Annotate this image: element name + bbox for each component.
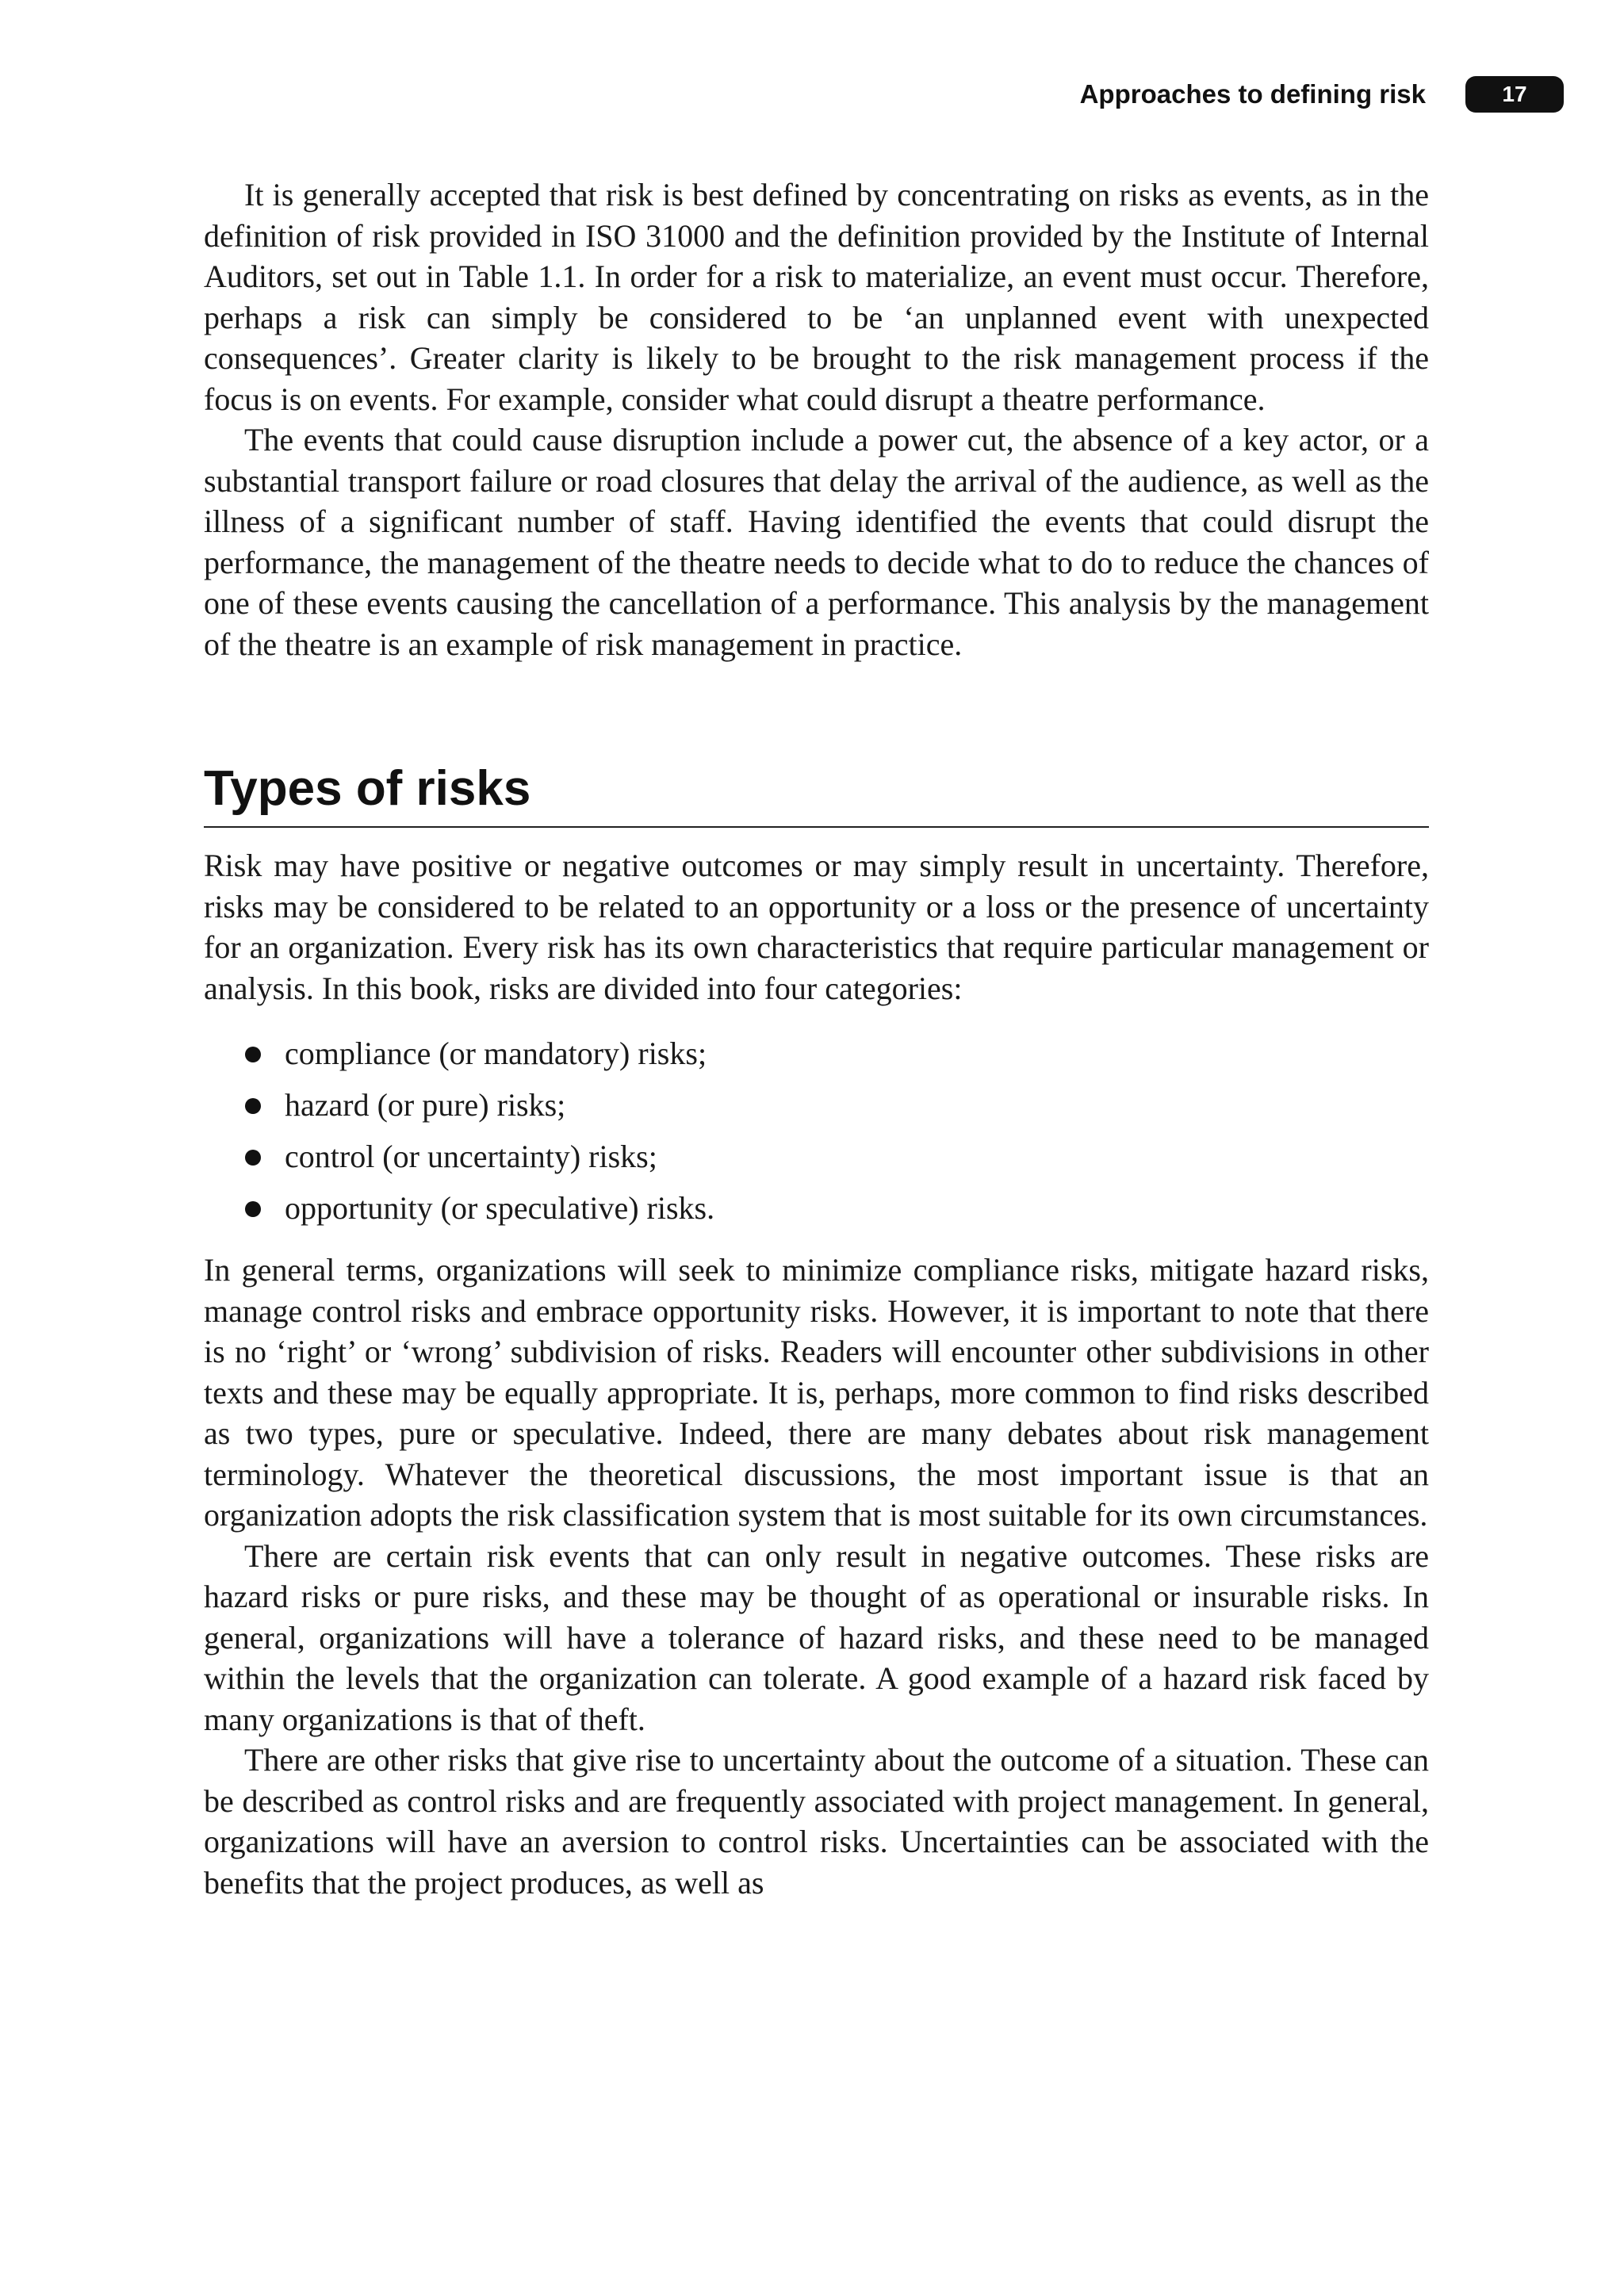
body-paragraph: The events that could cause disruption include a power cut, the absence of a key actor, or a substantial transport failure or road closures that delay the arrival of the audience, as well as the illness of a significant number of staff. Having identified the events that could disrupt the performance, the management of the theatre needs to decide what to do to reduce the chances of one of these events causing the cancellation of a performance. This analysis by the management of the theatre is an example of risk management in practice.	[204, 422, 1429, 662]
bullet-icon	[245, 1150, 261, 1166]
list-item: opportunity (or speculative) risks.	[245, 1182, 1429, 1234]
section-heading: Types of risks	[204, 761, 1429, 828]
list-item: compliance (or mandatory) risks;	[245, 1028, 1429, 1079]
section-heading-block	[204, 761, 1429, 828]
body-paragraph: Risk may have positive or negative outcomes or may simply result in uncertainty. Therefore, risks may be considered to be related to an opportunity or a loss or the presence of uncertainty for an organization. Every risk has its own characteristics that require particular management or analysis. In this book, risks are divided into four categories:	[204, 848, 1429, 1006]
page-body	[204, 174, 1429, 1903]
list-item: hazard (or pure) risks;	[245, 1079, 1429, 1131]
list-item: control (or uncertainty) risks;	[245, 1131, 1429, 1182]
body-paragraph: It is generally accepted that risk is best defined by concentrating on risks as events, as in the definition of risk provided in ISO 31000 and the definition provided by the Institute of Internal Auditors, set out in Table 1.1. In order for a risk to materialize, an event must occur. Therefore, perhaps a risk can simply be considered to be ‘an unplanned event with unexpected consequences’. Greater clarity is likely to be brought to the risk management process if the focus is on events. For example, consider what could disrupt a theatre performance.	[204, 177, 1429, 417]
body-paragraph: There are certain risk events that can only result in negative outcomes. These risks are hazard risks or pure risks, and these may be thought of as operational or insurable risks. In general, organizations will have a tolerance of hazard risks, and these need to be managed within the levels that the organization can tolerate. A good example of a hazard risk faced by many organizations is that of theft.	[204, 1537, 1429, 1737]
risk-categories-list	[204, 1028, 1429, 1234]
body-paragraph: In general terms, organizations will seek to minimize compliance risks, mitigate hazard risks, manage control risks and embrace opportunity risks. However, it is important to note that there is no ‘right’ or ‘wrong’ subdivision of risks. Readers will encounter other subdivisions in other texts and these may be equally appropriate. It is, perhaps, more common to find risks described as two types, pure or speculative. Indeed, there are many debates about risk management terminology. Whatever the theoretical discussions, the most important issue is that an organization adopts the risk classification system that is most suitable for its own circumstances.	[204, 1252, 1429, 1533]
running-header	[1080, 75, 1564, 114]
bullet-icon	[245, 1098, 261, 1114]
bullet-icon	[245, 1047, 261, 1062]
running-title: Approaches to defining risk	[1079, 79, 1426, 109]
page-number-badge: 17	[1465, 76, 1564, 113]
bullet-icon	[245, 1201, 261, 1217]
body-paragraph: There are other risks that give rise to uncertainty about the outcome of a situation. These can be described as control risks and are frequently associated with project management. In general, organizations will have an aversion to control risks. Uncertainties can be associated with the benefits that the project produces, as well as	[204, 1742, 1429, 1901]
